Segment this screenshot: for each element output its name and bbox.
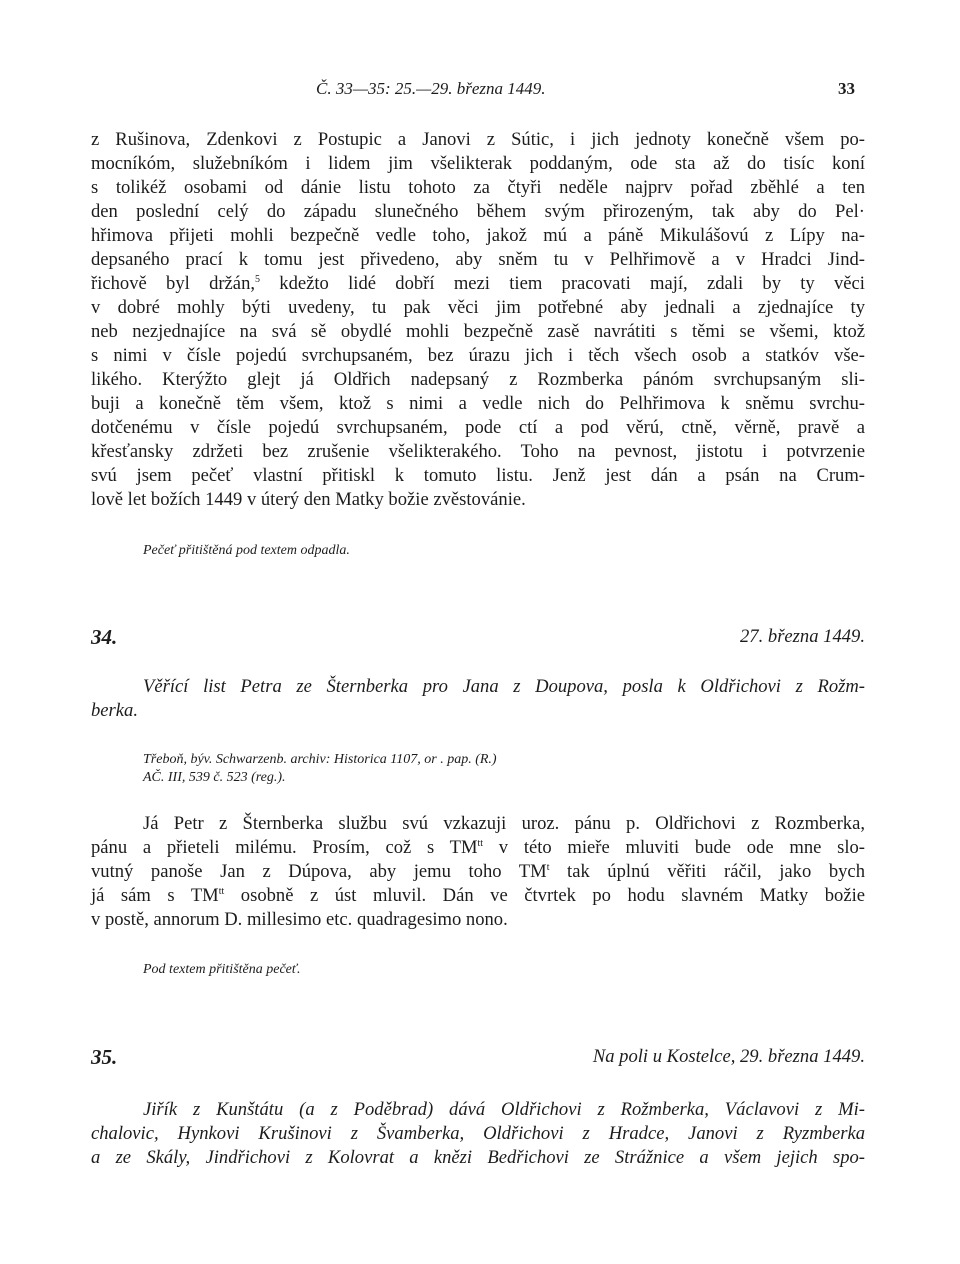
text-line: s nimi v čísle pojedú svrchupsaném, bez úrazu jich i těch všech osob a statkóv vše-: [91, 345, 865, 366]
text-line: křesťansky zdržeti bez zrušenie všelikterakého. Toho na pevnost, jistotu i potvrzenie: [91, 441, 865, 462]
document-summary: a ze Skály, Jindřichovi z Kolovrat a knězi Bedřichovi ze Strážnice a všem jejich spo-: [91, 1147, 865, 1168]
text-line: [91, 836, 865, 860]
text-line: [91, 272, 865, 296]
text-line: mocníkóm, služebníkóm i lidem jim všelikterak poddaným, ode sta až do tisíc koní: [91, 153, 865, 174]
text-fragment: kdežto lidé dobří mezi tiem pracovati mají, zdali by ty věci: [260, 273, 865, 294]
text-fragment: v této mieře mluviti bude ode mne slo-: [483, 837, 865, 858]
footnote-mark: 5: [255, 274, 261, 285]
text-fragment: já sám s TM: [91, 885, 219, 906]
text-line: neb nezjednajíce na svá sě obydlé mohli bezpečně zasě navrátiti s těmi se všemi, ktož: [91, 321, 865, 342]
text-line: den poslední celý do západu slunečného během svým přirozeným, tak aby do Pel·: [91, 201, 865, 222]
text-line: dotčenému v čísle pojedú svrchupsaném, pode ctí a pod věrú, ctně, věrně, pravě a: [91, 417, 865, 438]
text-line: hřimova přijeti mohli bezpečně vedle toho, jakož mú a páně Mikulášovú z Lípy na-: [91, 225, 865, 246]
document-summary: berka.: [91, 700, 138, 721]
text-line: v postě, annorum D. millesimo etc. quadragesimo nono.: [91, 909, 508, 930]
text-line: v dobré mohly býti uvedeny, tu pak věci jim potřebné aby jednali a zjednajíce ty: [91, 297, 865, 318]
text-line: s tolikéž osobami od dánie listu tohoto za čtyři neděle najprv pořad zběhlé a ten: [91, 177, 865, 198]
text-line: svú jsem pečeť vlastní přitiskl k tomuto listu. Jenž jest dán a psán na Crum-: [91, 465, 865, 486]
seal-note: Pod textem přitištěna pečeť.: [143, 962, 301, 977]
running-title: Č. 33—35: 25.—29. března 1449.: [316, 79, 546, 98]
document-number: 34.: [91, 625, 118, 649]
text-fragment: osobně z úst mluvil. Dán ve čtvrtek po hodu slavném Matky božie: [224, 885, 865, 906]
text-line: [91, 884, 865, 908]
text-line: buji a konečně těm všem, ktož s nimi a vedle nich do Pelhřimova k sněmu svrchu-: [91, 393, 865, 414]
source-citation: Třeboň, býv. Schwarzenb. archiv: Historica 1107, or . pap. (R.): [143, 752, 497, 767]
text-line: lově let božích 1449 v úterý den Matky božie zvěstovánie.: [91, 489, 526, 510]
text-line: depsaného prací k tomu jest přivedeno, aby sněm tu v Pelhřimově a v Hradci Jind-: [91, 249, 865, 270]
superscript: tt: [477, 838, 484, 849]
seal-note: Pečeť přitištěná pod textem odpadla.: [143, 543, 350, 558]
text-fragment: tak úplnú věřiti ráčil, jako bych: [549, 861, 865, 882]
text-line: z Rušinova, Zdenkovi z Postupic a Janovi z Sútic, i jich jednoty konečně všem po-: [91, 129, 865, 150]
text-line: likého. Kterýžto glejt já Oldřich nadepsaný z Rozmberka pánóm svrchupsaným sli-: [91, 369, 865, 390]
superscript: t: [546, 862, 550, 873]
document-number: 35.: [91, 1045, 118, 1069]
text-fragment: pánu a přieteli milému. Prosím, což s TM: [91, 837, 478, 858]
text-line: [91, 860, 865, 884]
document-summary: Jiřík z Kunštátu (a z Poděbrad) dává Oldřichovi z Rožmberka, Václavovi z Mi-: [143, 1099, 865, 1120]
text-fragment: řichově byl držán,: [91, 273, 256, 294]
text-line: Já Petr z Šternberka službu svú vzkazuji uroz. pánu p. Oldřichovi z Rozmberka,: [143, 813, 865, 834]
source-citation: AČ. III, 539 č. 523 (reg.).: [143, 770, 286, 785]
document-summary: Věřící list Petra ze Šternberka pro Jana z Doupova, posla k Oldřichovi z Rožm-: [143, 676, 865, 697]
page-number: 33: [838, 79, 855, 98]
document-summary: chalovic, Hynkovi Krušinovi z Švamberka, Oldřichovi z Hradce, Janovi z Ryzmberka: [91, 1123, 865, 1144]
document-date: Na poli u Kostelce, 29. března 1449.: [592, 1046, 865, 1067]
superscript: tt: [218, 886, 225, 897]
document-date: 27. března 1449.: [740, 626, 865, 647]
text-fragment: vutný panoše Jan z Dúpova, aby jemu toho TM: [91, 861, 547, 882]
